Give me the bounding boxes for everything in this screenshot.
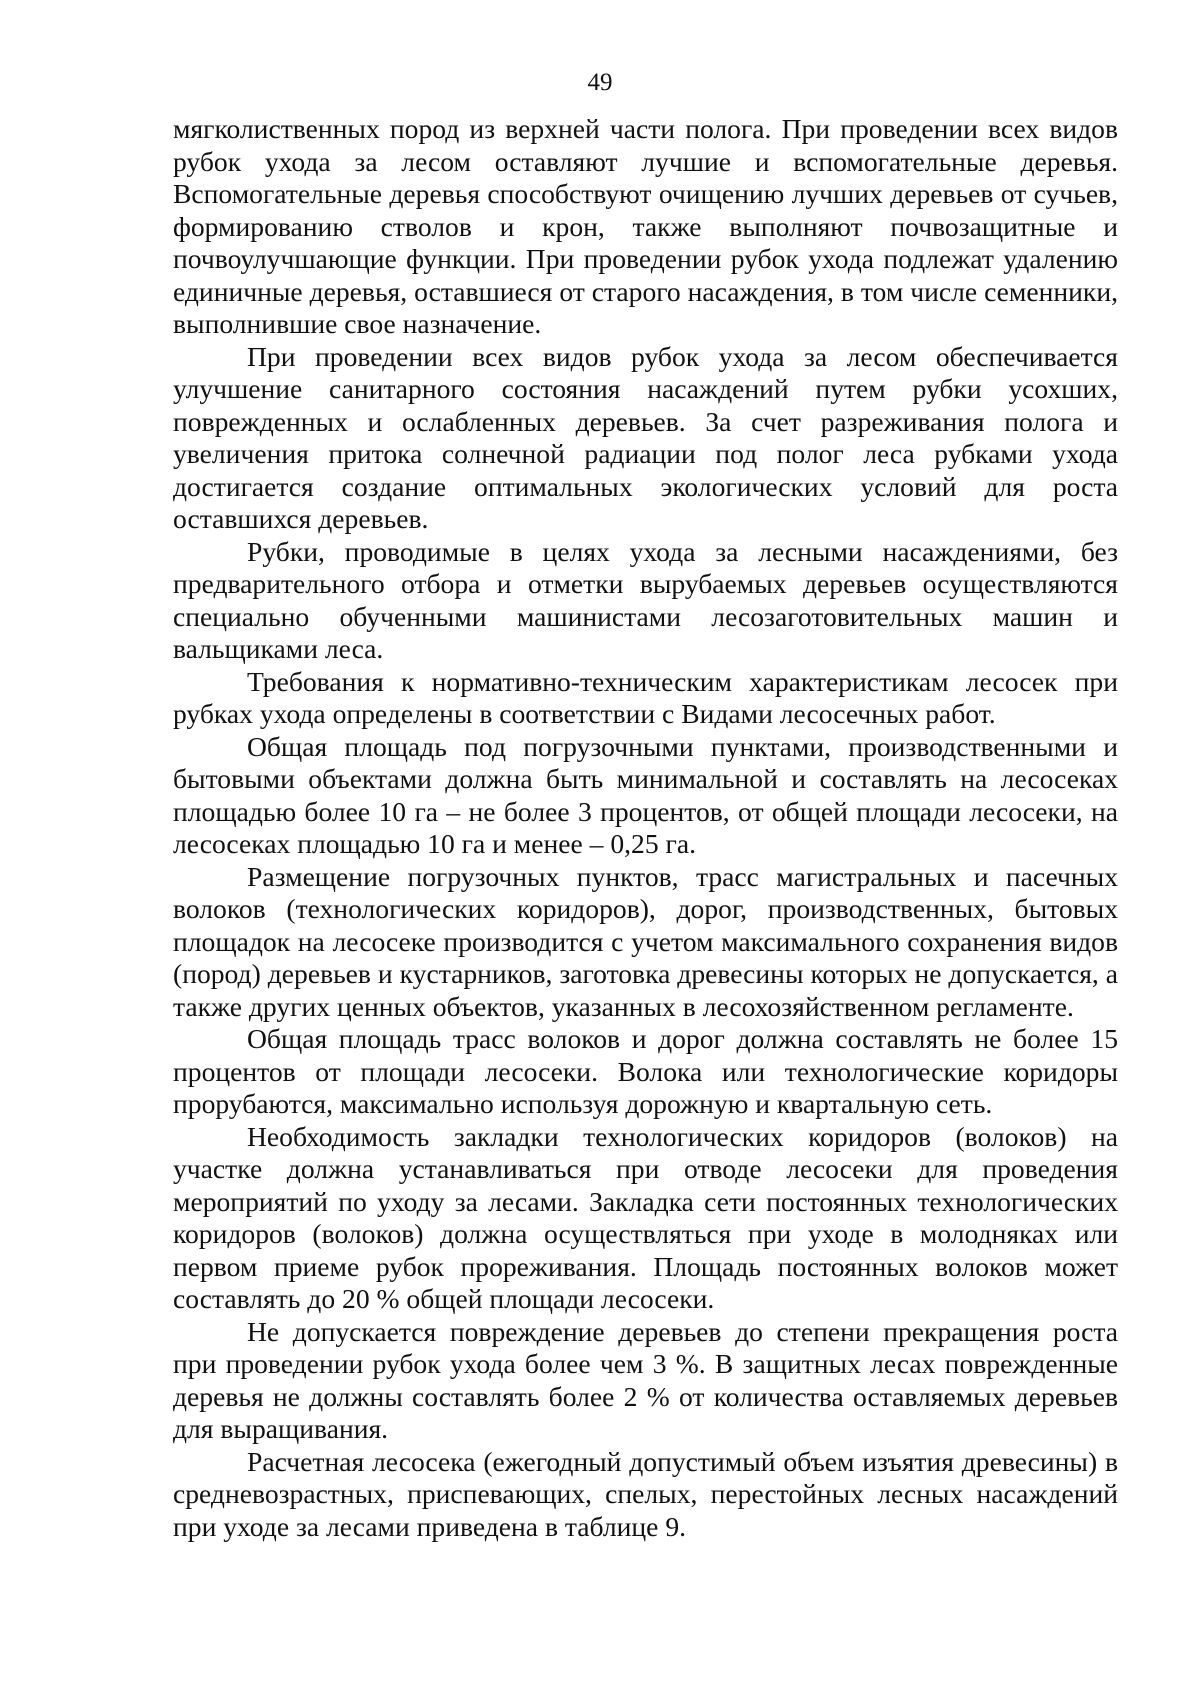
page-number: 49 [587,69,613,96]
paragraph-10: Расчетная лесосека (ежегодный допустимый объем изъятия древесины) в средневозрастных, приспевающих, спелых, перестойных лесных насаждений при уходе за лесами приведена в таблице 9. [173,1445,1118,1542]
paragraph-3: Рубки, проводимые в целях ухода за лесными насаждениями, без предварительного отбора и отметки вырубаемых деревьев осуществляются специально обученными машинистами лесозаготовительных машин и вальщиками леса. [173,535,1118,664]
paragraph-5: Общая площадь под погрузочными пунктами, производственными и бытовыми объектами должна быть минимальной и составлять на лесосеках площадью более 10 га – не более 3 процентов, от общей площади лесосеки, на лесосеках площадью 10 га и менее – 0,25 га. [173,730,1118,859]
body-text [173,113,1118,1543]
paragraph-2: При проведении всех видов рубок ухода за лесом обеспечивается улучшение санитарного состояния насаждений путем рубки усохших, поврежденных и ослабленных деревьев. За счет разреживания полога и увеличения притока солнечной радиации под полог леса рубками ухода достигается создание оптимальных экологических условий для роста оставшихся деревьев. [173,340,1118,534]
paragraph-4: Требования к нормативно-техническим характеристикам лесосек при рубках ухода определены в соответствии с Видами лесосечных работ. [173,665,1118,729]
paragraph-6: Размещение погрузочных пунктов, трасс магистральных и пасечных волоков (технологических коридоров), дорог, производственных, бытовых площадок на лесосеке производится с учетом максимального сохранения видов (пород) деревьев и кустарников, заготовка древесины которых не допускается, а также других ценных объектов, указанных в лесохозяйственном регламенте. [173,860,1118,1022]
paragraph-7: Общая площадь трасс волоков и дорог должна составлять не более 15 процентов от площади лесосеки. Волока или технологические коридоры прорубаются, максимально используя дорожную и квартальную сеть. [173,1023,1118,1119]
paragraph-9: Не допускается повреждение деревьев до степени прекращения роста при проведении рубок ухода более чем 3 %. В защитных лесах поврежденные деревья не должны составлять более 2 % от количества оставляемых деревьев для выращивания. [173,1315,1118,1444]
paragraph-1: мягколиственных пород из верхней части полога. При проведении всех видов рубок ухода за лесом оставляют лучшие и вспомогательные деревья. Вспомогательные деревья способствуют очищению лучших деревьев от сучьев, формированию стволов и крон, также выполняют почвозащитные и почвоулучшающие функции. При проведении рубок ухода подлежат удалению единичные деревья, оставшиеся от старого насаждения, в том числе семенники, выполнившие свое назначение. [173,113,1118,339]
paragraph-8: Необходимость закладки технологических коридоров (волоков) на участке должна устанавливаться при отводе лесосеки для проведения мероприятий по уходу за лесами. Закладка сети постоянных технологических коридоров (волоков) должна осуществляться при уходе в молодняках или первом приеме рубок прореживания. Площадь постоянных волоков может составлять до 20 % общей площади лесосеки. [173,1120,1118,1314]
